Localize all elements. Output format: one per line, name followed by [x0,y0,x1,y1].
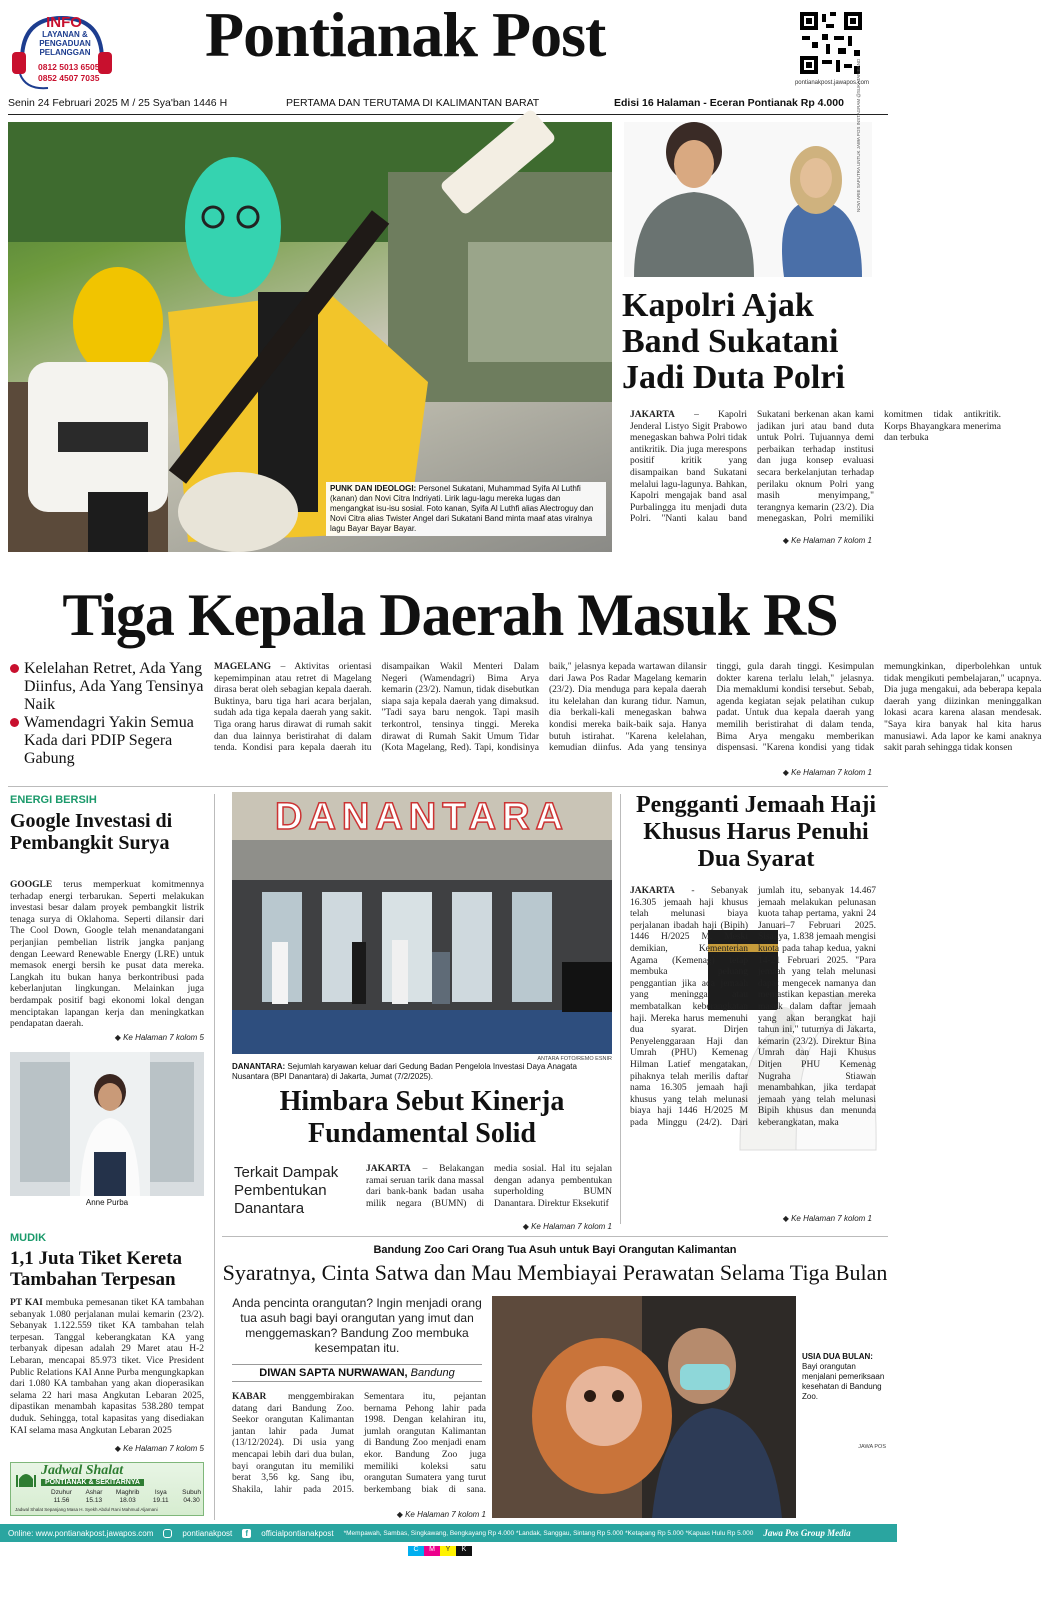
facebook-icon: f [242,1529,251,1538]
kapolri-continued: ◆ Ke Halaman 7 kolom 1 [730,536,872,545]
footer-bar [0,1524,897,1542]
kapolri-body-text: – Kapolri Jenderal Listyo Sigit Prabowo menegaskan bahwa Polri tidak antikritik. Dia juga merespons positif kritik yang disampaikan band Sukatani melalui lagu-lagunya. Bahkan, Kapolri mengajak band asal Purbalingga itu menjadi duta Polri. "Nanti kalau band Sukatani berkenan akan kami jadikan juri atau band duta untuk Polri. Tujuannya demi perbaikan terhadap institusi dan juga konsep evaluasi secara berkelanjutan terhadap perilaku oknum Polri yang masih menyimpang," terangnya kemarin (23/2). Dia menegaskan, Polri memiliki komitmen tidak antikritik. Korps Bhayangkara menerima dan terbuka [630,410,1001,525]
haji-body-text: - Sebanyak 16.305 jemaah haji khusus telah melunasi biaya perjalanan ibadah haji (Bipih) 1446 H/2025 M. Meski demikian, Kementerian Agama (Kemenag) tetap membuka peluang penggantian jika ada jemaah yang meninggal atau membatalkan keberangkatan haji. Mereka harus memenuhi dua syarat. Dirjen Penyelenggaraan Haji dan Umrah (PHU) Kemenag Hilman Latief mengatakan, pihaknya telah merilis daftar nama 16.305 jemaah haji khusus yang telah melunasi biaya haji 1446 H/2025 M pada Minggu (24/2). Dari jumlah itu, sebanyak 14.467 jemaah melakukan pelunasan kuota tahap pertama, yakni 24 Januari–7 Februari 2025. Sisanya, 1.838 jemaah mengisi kuota pada tahap kedua, yakni 14-21 Februari 2025. "Para jemaah yang telah melunasi dapat mengecek namanya dan memastikan kepastian mereka masuk dalam daftar jemaah yang akan berangkat haji tahun ini," tuturnya di Jakarta, kemarin (23/2). Direktur Bina Umrah dan Haji Khusus Ditjen PHU Kemenag Nugraha Stiawan menambahkan, jika terdapat jemaah yang telah melunasi Bipih khusus dan menunda keberangkatan, maka [630,886,876,1128]
prayer-clock: 15.13 [85,1497,103,1504]
section-rule [222,1236,888,1237]
danantara-caption [232,1062,612,1082]
mudik-headline: 1,1 Juta Tiket Kereta Tambahan Terpesan [10,1248,183,1290]
info-phone-2: 0852 4507 7035 [38,73,100,83]
mudik-body [10,1298,204,1438]
qr-code [798,10,864,76]
cmyk-cyan: C [408,1546,424,1556]
mosque-icon [15,1467,37,1489]
footer-instagram[interactable]: pontianakpost [182,1528,233,1538]
main-dateline: MAGELANG [214,662,271,672]
google-headline: Google Investasi di Pembangkit Surya [10,810,173,854]
footer-group: Jawa Pos Group Media [763,1528,851,1538]
bullet-dot-icon [10,718,19,727]
orangutan-body [232,1392,486,1504]
mudik-continued: ◆ Ke Halaman 7 kolom 5 [60,1444,204,1453]
orangutan-byline-place: Bandung [410,1367,455,1379]
jadwal-shalat-box [10,1462,204,1516]
lead-photo-caption-text: Personel Sukatani, Muhammad Syifa Al Luthfi (kanan) dan Novi Citra Indriyati. Lirik lagu-lagu mereka lugas dan mengangkat isu-isu sosial. Foto kanan, Syifa Al Luthfi alias Alectroguy dan Novi Citra alias Twister Angel dari Sukatani Band minta maaf atas viralnya lagu Bayar Bayar Bayar. [330,484,594,533]
qr-label: pontianakpost.jawapos.com [794,80,870,86]
himbara-continued: ◆ Ke Halaman 7 kolom 1 [470,1222,612,1231]
jadwal-region: PONTIANAK & SEKITARNYA [41,1479,144,1486]
masthead [0,0,897,118]
masthead-rule [8,114,888,115]
jadwal-note: Jadwal Shalat Sepanjang Masa H. Syekh Abdul Rani Mahmud Aljamani [15,1507,158,1512]
prayer-clock: 11.56 [53,1497,70,1504]
haji-continued: ◆ Ke Halaman 7 kolom 1 [730,1214,872,1223]
prayer-name: Ashar [85,1489,103,1496]
footer-prices: *Mempawah, Sambas, Singkawang, Bengkayang Rp 4.000 *Landak, Sanggau, Sintang Rp 5.000 *Ketapang Rp 5.000 *Kapuas Hulu Rp 5.000 [343,1529,754,1537]
mudik-kicker: MUDIK [10,1232,47,1244]
prayer-name: Dzuhur [51,1489,72,1496]
main-bullet-text: Wamendagri Yakin Semua Kada dari PDIP Segera Gabung [24,714,194,767]
prayer-time [116,1489,139,1505]
cmyk-magenta: M [424,1546,440,1556]
anne-purba-photo [10,1052,204,1196]
himbara-dateline: JAKARTA [366,1164,411,1174]
prayer-time [153,1489,169,1505]
main-headline: Tiga Kepala Daerah Masuk RS [62,582,838,648]
cmyk-marks [408,1546,472,1556]
haji-dateline: JAKARTA [630,886,675,896]
info-phone-1: 0812 5013 6505 [38,62,100,72]
kapolri-headline: Kapolri Ajak Band Sukatani Jadi Duta Polri [622,287,845,396]
main-bullet-text: Kelelahan Retret, Ada Yang Diinfus, Ada Yang Tensinya Naik [24,660,204,713]
danantara-photo-credit: ANTARA FOTO/REMO ESNIR [537,1056,612,1062]
sukatani-photo-credit [856,152,861,212]
himbara-subhead: Terkait Dampak Pembentukan Danantara [234,1164,339,1217]
issue-date: Senin 24 Februari 2025 M / 25 Sya'ban 1446 H [8,97,228,109]
himbara-headline: Himbara Sebut Kinerja Fundamental Solid [279,1086,565,1149]
google-kicker: ENERGI BERSIH [10,794,97,806]
jadwal-times [51,1489,201,1505]
orangutan-headline: Syaratnya, Cinta Satwa dan Mau Membiayai Perawatan Selama Tiga Bulan [222,1260,888,1285]
prayer-name: Maghrib [115,1489,140,1496]
orangutan-byline [232,1364,482,1382]
google-lead: GOOGLE [10,880,53,890]
google-body-text: terus memperkuat komitmennya terhadap energi terbarukan. Seperti melakukan investasi besar dalam proyek pembangkit listrik tenaga surya di Oklahoma. Seperti dilansir dari The Cool Down, Google telah menandatangani perjanjian pembelian listrik jangka panjang dengan Leeward Renewable Energy (LRE) untuk memasok energi bersih ke pusat data mereka. Langkah itu bukan hanya berkontribusi pada keberlanjutan lingkungan. Melainkan juga berdampak positif bagi ekonomi lokal dengan menciptakan lapangan kerja dan meningkatkan pendapatan daerah. [10,880,204,1030]
prayer-time [182,1489,201,1505]
danantara-photo [232,792,612,1054]
main-bullets [10,660,205,768]
info-badge [8,8,116,94]
himbara-body-text: – Belakangan ramai seruan tarik dana massal dari bank-bank badan usaha milik negara (BUMN) di media sosial. Hal itu sejalan dengan adanya pembentukan superholding BUMN Danantara. Direktur Eksekutif [366,1164,612,1209]
column-divider [620,794,621,1224]
lead-photo [8,122,612,552]
haji-body [630,886,876,1212]
danantara-sign: DANANTARA [275,796,569,838]
google-body [10,880,204,1028]
footer-website[interactable]: Online: www.pontianakpost.jawapos.com [8,1528,154,1538]
footer-facebook[interactable]: officialpontianakpost [261,1528,334,1538]
main-story-body [214,662,1042,766]
orangutan-photo-caption [802,1352,886,1402]
section-rule [8,786,888,787]
info-subtitle: LAYANAN & PENGADUAN PELANGGAN [39,30,91,57]
prayer-time [51,1489,72,1505]
anne-purba-caption: Anne Purba [85,1198,129,1207]
orangutan-caption-label: USIA DUA BULAN: [802,1352,873,1361]
prayer-name: Subuh [182,1489,201,1496]
info-title: INFO [46,14,82,31]
haji-headline: Pengganti Jemaah Haji Khusus Harus Penuhi Dua Syarat [636,792,876,872]
instagram-icon [163,1529,172,1538]
sukatani-portrait-photo [624,122,872,277]
himbara-body [366,1164,612,1218]
bullet-dot-icon [10,664,19,673]
orangutan-caption-text: Bayi orangutan menjalani pemeriksaan kesehatan di Bandung Zoo. [802,1362,885,1401]
prayer-clock: 18.03 [119,1497,136,1504]
main-story-text: – Aktivitas orientasi kepemimpinan atau retret di Magelang dirasa berat oleh sebagian kepala daerah. Buktinya, baru tiga hari acara berjalan, sudah ada tiga kepala daerah yang sakit. Tiga orang harus dirawat di rumah sakit dan dua lainnya beristirahat di dalam tenda. Kondisi para kepala daerah itu disampaikan Wakil Menteri Dalam Negeri (Wamendagri) Bima Arya kemarin (23/2). Namun, tidak disebutkan siapa saja kepala daerah yang dimaksud. "Tadi saya baru nengok. Tapi masih terkontrol, tensinya tinggi. Mereka dirawat di Rumah Sakit Umum Tidar (Kota Magelang, Red). Tapi, kondisinya baik," jelasnya kepada wartawan dilansir dari Jawa Pos Radar Magelang kemarin (23/2). Dia menduga para kepala daerah itu kelelahan dan kurang tidur. Namun, dia berkali-kali menegaskan bahwa kondisi mereka baik-baik saja. Hanya butuh istirahat. "Karena kelelahan, kemudian diinfus. Ada yang tensinya tinggi, gula darah tinggi. Kesimpulan dokter karena terlalu lelah," jelasnya. Dia memaklumi kondisi tersebut. Sebab, agenda kegiatan sejak pelatihan cukup padat. Untuk dua kepala daerah yang memilih beristirahat di dalam tenda, Bima Arya mengaku memberikan dispensasi. "Karena kondisi yang tidak memungkinkan, diperbolehkan untuk tidak mengikuti pembelajaran," ucapnya. Dia juga mengakui, ada beberapa kepala daerah yang diizinkan meninggalkan lokasi acara karena alasan mendesak. "Saya kira banyak hal kita harus manusiawi. Ada lapor ke kami anaknya sakit parah sehingga tidak konsen [214,662,1042,754]
mudik-body-text: membuka pemesanan tiket KA tambahan sebanyak 1.080 perjalanan mulai kemarin (23/2). Sebanyak 1.122.559 tiket KA tambahan telah terpesan. Tanggal keberangkatan KA yang terbanyak dipesan adalah 29 Maret atau H-2 Lebaran, mencapai 85.973 tiket. Vice President Public Relations KAI Anne Purba mengungkapkan dari 1.080 KA tambahan yang akan dioperasikan selama 22 hari masa Angkutan Lebaran 2025, dipastikan menambah kapasitas 538.280 tempat duduk. Sehingga, total kapasitas yang disediakan KAI selama masa Angkutan Lebaran 2025 [10,1298,205,1436]
danantara-caption-text: Sejumlah karyawan keluar dari Gedung Badan Pengelola Investasi Daya Anagata Nusantara (BPI Danantara) di Jakarta, Jumat (7/2/2025). [232,1062,577,1081]
orangutan-photo-credit: JAWA POS [858,1444,886,1450]
kapolri-body [630,410,1001,532]
main-bullet [10,660,205,714]
lead-photo-caption [326,482,606,536]
orangutan-continued: ◆ Ke Halaman 7 kolom 1 [344,1510,486,1519]
prayer-name: Isya [154,1489,167,1496]
orangutan-deck: Anda pencinta orangutan? Ingin menjadi orang tua asuh bagi bayi orangutan yang imut dan menggemaskan? Bandung Zoo membuka kesempatan itu. [232,1296,482,1355]
prayer-clock: 04.30 [183,1497,200,1504]
prayer-clock: 19.11 [152,1497,169,1504]
column-divider [214,794,215,1520]
orangutan-lead: KABAR [232,1392,267,1402]
prayer-time [85,1489,102,1505]
kapolri-dateline: JAKARTA [630,410,675,420]
orangutan-body-text: menggembirakan datang dari Bandung Zoo. Seekor orangutan Kalimantan jantan lahir pada Jumat (13/12/2024). Di usia yang mencapai lebih dari dua bulan, bayi orangutan itu memiliki berat 3,56 kg. Sang ibu, Shakila, lahir pada 2015. Sementara itu, pejantan bernama Pehong lahir pada 1998. Dengan kelahiran itu, jumlah orangutan Kalimantan di Bandung Zoo menjadi enam ekor. Bandung Zoo juga memiliki koleksi satu orangutan Sumatera yang turut berkembang biak di sana. [232,1392,486,1495]
cmyk-black: K [456,1546,472,1556]
orangutan-kicker: Bandung Zoo Cari Orang Tua Asuh untuk Bayi Orangutan Kalimantan [373,1244,737,1256]
main-continued: ◆ Ke Halaman 7 kolom 1 [730,768,872,777]
slogan: PERTAMA DAN TERUTAMA DI KALIMANTAN BARAT [286,97,540,109]
cmyk-yellow: Y [440,1546,456,1556]
orangutan-byline-name: DIWAN SAPTA NURWAWAN, [259,1367,408,1379]
google-continued: ◆ Ke Halaman 7 kolom 5 [60,1033,204,1042]
mudik-lead: PT KAI [10,1298,43,1308]
orangutan-photo [492,1296,796,1518]
lead-photo-caption-label: PUNK DAN IDEOLOGI: [330,484,417,493]
main-bullet [10,714,205,768]
danantara-caption-label: DANANTARA: [232,1062,286,1071]
edition-price: Edisi 16 Halaman - Eceran Pontianak Rp 4.000 [614,97,844,109]
jadwal-title: Jadwal Shalat [41,1463,124,1478]
nameplate: Pontianak Post [205,0,606,70]
